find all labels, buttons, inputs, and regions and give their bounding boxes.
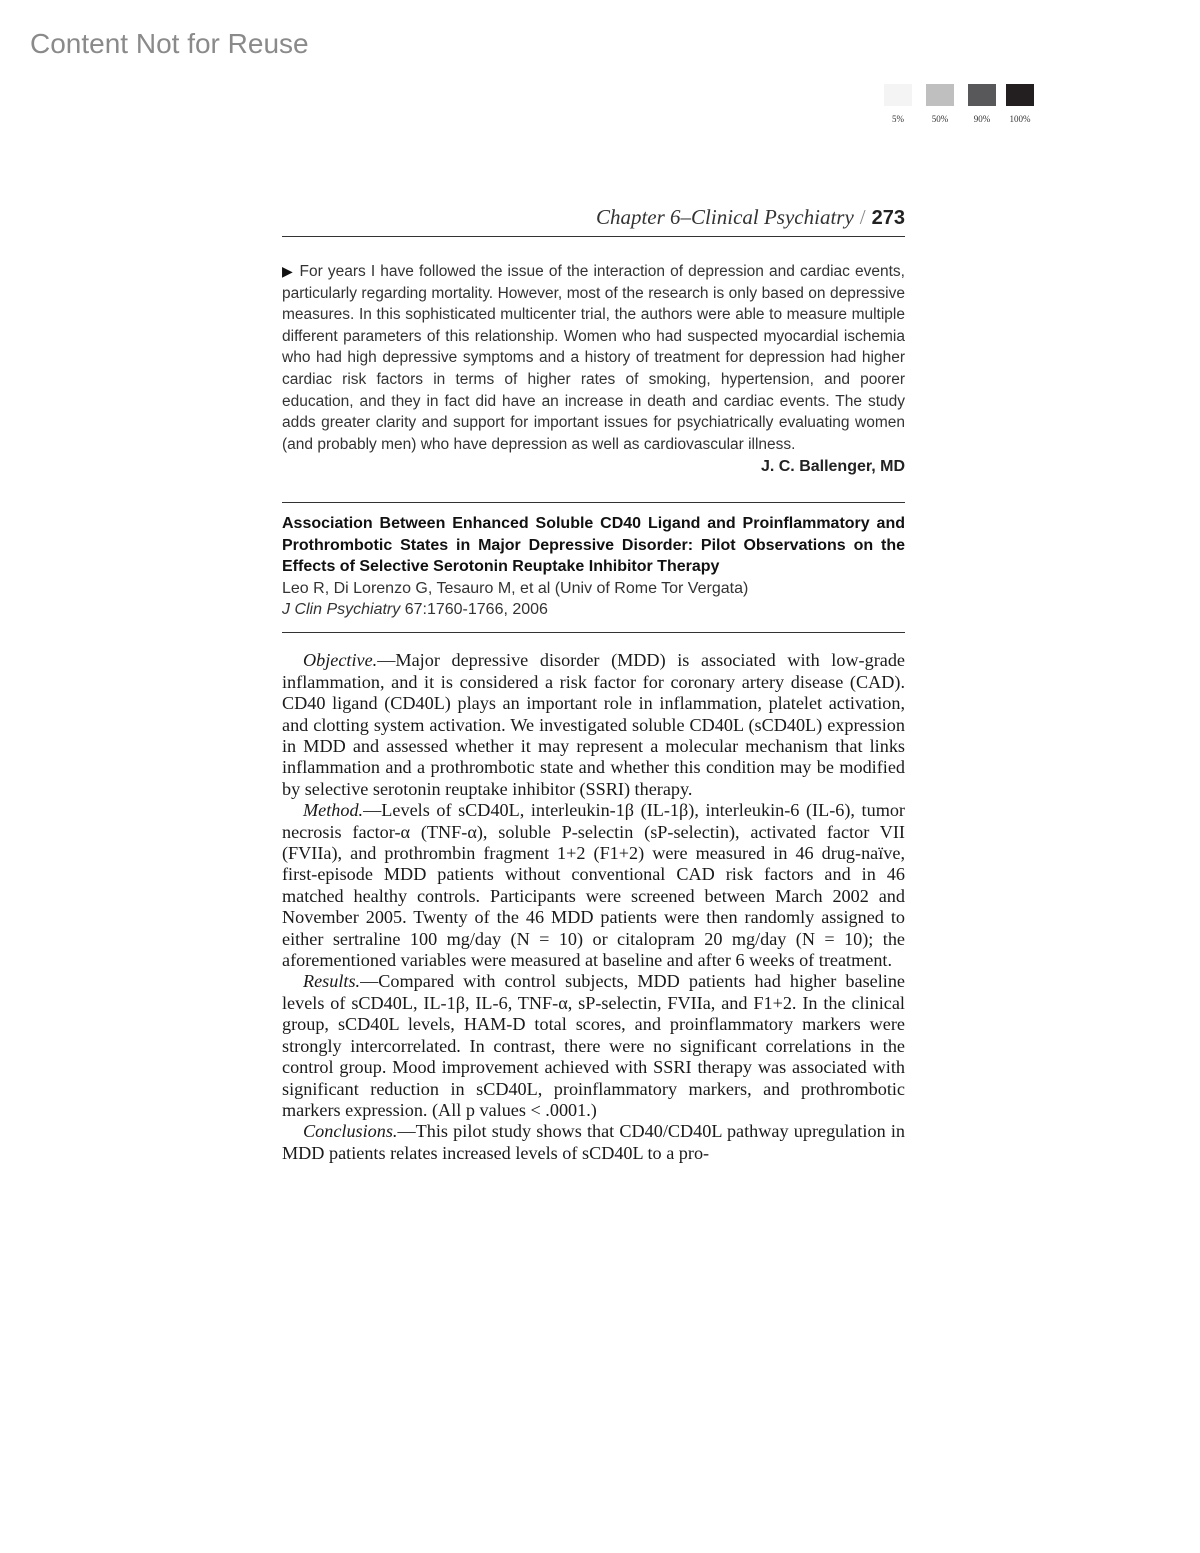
section-text: —This pilot study shows that CD40/CD40L pathway upregulation in MDD patients relates increased levels of sCD40L to a pro- (282, 1121, 905, 1163)
journal-name: J Clin Psychiatry (282, 600, 401, 618)
comment-author: J. C. Ballenger, MD (760, 458, 905, 476)
color-swatches (884, 84, 1036, 124)
article-header (282, 502, 905, 632)
section-label: Results. (303, 971, 361, 992)
comment-text: For years I have followed the issue of the interaction of depression and cardiac events, particularly regarding mortality. However, most of the research is only based on depressive measures. In this sophisticated multicenter trial, the authors were able to measure multiple different parameters of this relationship. Women who had suspected myocardial ischemia who had high depressive symptoms and a history of treatment for depression had higher cardiac risk factors in terms of higher rates of smoking, hypertension, and poorer education, and they in fact did have an increase in death and cardiac events. The study adds greater clarity and support for important issues for psychiatrically evaluating women (and probably men) who have depression as well as cardiovascular illness. (282, 263, 905, 453)
section-text: —Levels of sCD40L, interleukin-1β (IL-1β), interleukin-6 (IL-6), tumor necrosis factor-α (TNF-α), soluble P-selectin (sP-selectin), activated factor VII (FVIIa), and prothrombin fragment 1+2 (F1+2) were measured in 46 drug-naïve, first-episode MDD patients without conventional CAD risk factors and in 46 matched healthy controls. Participants were screened between March 2002 and November 2005. Twenty of the 46 MDD patients were then randomly assigned to either sertraline 100 mg/day (N = 10) or citalopram 20 mg/day (N = 10); the aforementioned variables were measured at baseline and after 6 weeks of treatment. (282, 800, 905, 971)
swatch-label: 90% (973, 114, 991, 124)
swatch-label: 5% (892, 114, 904, 124)
section-text: —Major depressive disorder (MDD) is associated with low-grade inflammation, and it is considered a risk factor for coronary artery disease (CAD). CD40 ligand (CD40L) plays an important role in inflammation, platelet activation, and clotting system activation. We investigated soluble CD40L (sCD40L) expression in MDD and assessed whether it may represent a molecular mechanism that links inflammation and a prothrombotic state and whether this condition may be modified by selective serotonin reuptake inhibitor (SSRI) therapy. (282, 650, 905, 799)
page (282, 200, 905, 1164)
running-head (282, 200, 905, 237)
article-citation (282, 599, 905, 620)
page-number: 273 (871, 207, 905, 229)
abstract (282, 650, 905, 1164)
swatch-90 (968, 84, 996, 106)
swatch-5 (884, 84, 912, 106)
abstract-paragraph (282, 800, 905, 971)
swatch-100 (1006, 84, 1034, 106)
article-authors: Leo R, Di Lorenzo G, Tesauro M, et al (Univ of Rome Tor Vergata) (282, 579, 749, 597)
triangle-marker-icon: ▶ (282, 263, 294, 279)
section-label: Objective. (303, 650, 378, 671)
swatch-label: 50% (931, 114, 949, 124)
divider (282, 632, 905, 633)
abstract-paragraph (282, 971, 905, 1121)
running-head-separator: / (859, 205, 866, 229)
swatch-50 (926, 84, 954, 106)
abstract-paragraph (282, 1121, 905, 1164)
section-text: —Compared with control subjects, MDD patients had higher baseline levels of sCD40L, IL-1β, IL-6, TNF-α, sP-selectin, FVIIa, and F1+2. In the clinical group, sCD40L levels, HAM-D total scores, and proinflammatory markers were strongly intercorrelated. In contrast, there were no significant correlations in the control group. Mood improvement achieved with SSRI therapy was associated with significant reduction in sCD40L, proinflammatory markers, and prothrombotic markers expression. (All p values < .0001.) (282, 971, 905, 1120)
editor-comment (282, 261, 905, 455)
section-label: Method. (303, 800, 364, 821)
journal-reference: 67:1760-1766, 2006 (404, 600, 548, 618)
section-label: Conclusions. (303, 1121, 398, 1142)
swatch-label: 100% (1009, 114, 1031, 124)
chapter-title: Chapter 6–Clinical Psychiatry (595, 205, 854, 229)
watermark: Content Not for Reuse (30, 28, 309, 59)
abstract-paragraph (282, 650, 905, 800)
article-title: Association Between Enhanced Soluble CD40 Ligand and Proinflammatory and Prothrombotic States in Major Depressive Disorder: Pilot Observations on the Effects of Selective Serotonin Reuptake Inhibitor Therapy (282, 515, 905, 576)
